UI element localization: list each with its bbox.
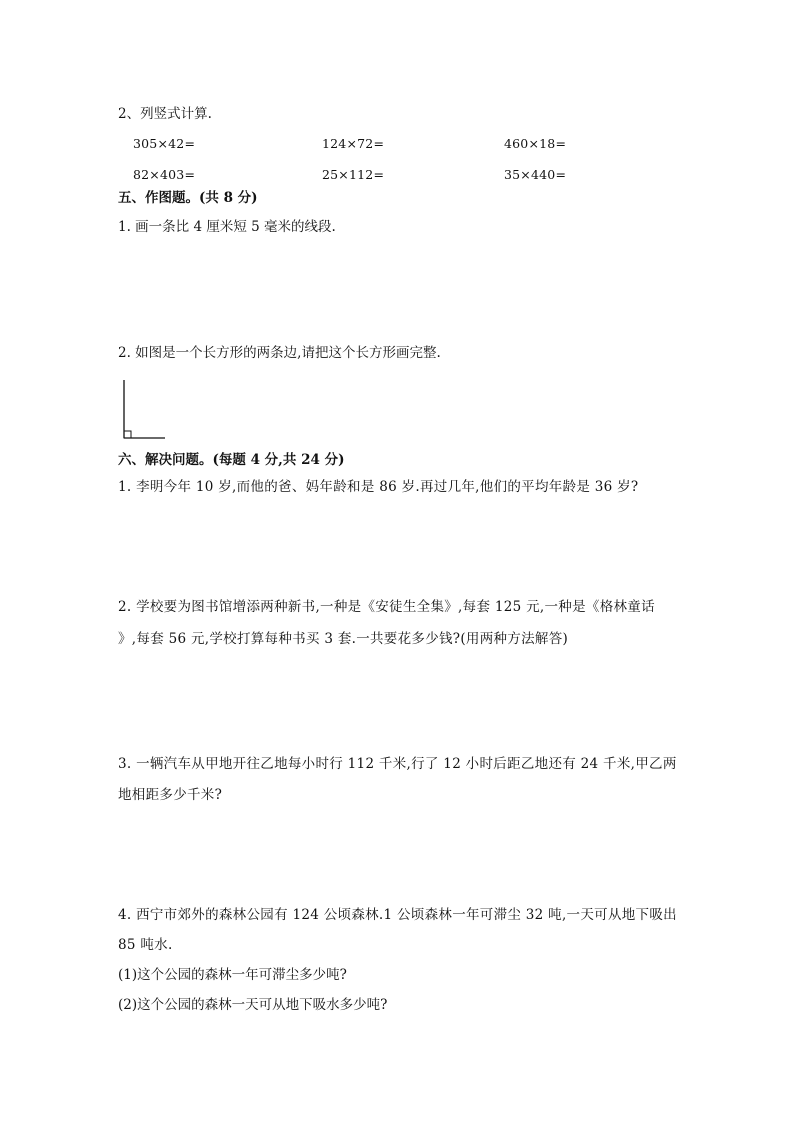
sub-question-text: (2)这个公园的森林一天可从地下吸水多少吨? [118,997,388,1013]
question-text: 地相距多少千米? [118,787,223,803]
question-text: 85 吨水. [118,937,173,953]
question-text: 2. 如图是一个长方形的两条边,请把这个长方形画完整. [118,345,441,361]
section-heading-drawing: 五、作图题。(共 8 分) [118,190,258,206]
calc-problem: 25×112= [322,167,385,182]
calc-problem: 305×42= [133,136,196,151]
question-text: 4. 西宁市郊外的森林公园有 124 公顷森林.1 公顷森林一年可滞尘 32 吨,一天可从地下吸出 [118,907,677,923]
calc-problem: 460×18= [504,136,567,151]
question-text: 》,每套 56 元,学校打算每种书买 3 套.一共要花多少钱?(用两种方法解答) [118,631,569,647]
rectangle-sides-figure [118,376,170,442]
section-heading-problems: 六、解决问题。(每题 4 分,共 24 分) [118,452,345,468]
calc-section-title: 2、列竖式计算. [118,106,212,122]
calc-problem: 82×403= [133,167,196,182]
sub-question-text: (1)这个公园的森林一年可滞尘多少吨? [118,967,347,983]
right-angle-mark [124,431,131,438]
calc-problem: 35×440= [504,167,567,182]
question-text: 1. 画一条比 4 厘米短 5 毫米的线段. [118,219,336,235]
question-text: 1. 李明今年 10 岁,而他的爸、妈年龄和是 86 岁.再过几年,他们的平均年龄是 36 岁? [118,479,639,495]
calc-problem: 124×72= [322,136,385,151]
question-text: 2. 学校要为图书馆增添两种新书,一种是《安徒生全集》,每套 125 元,一种是《格林童话 [118,599,655,615]
question-text: 3. 一辆汽车从甲地开往乙地每小时行 112 千米,行了 12 小时后距乙地还有 24 千米,甲乙两 [118,756,677,772]
